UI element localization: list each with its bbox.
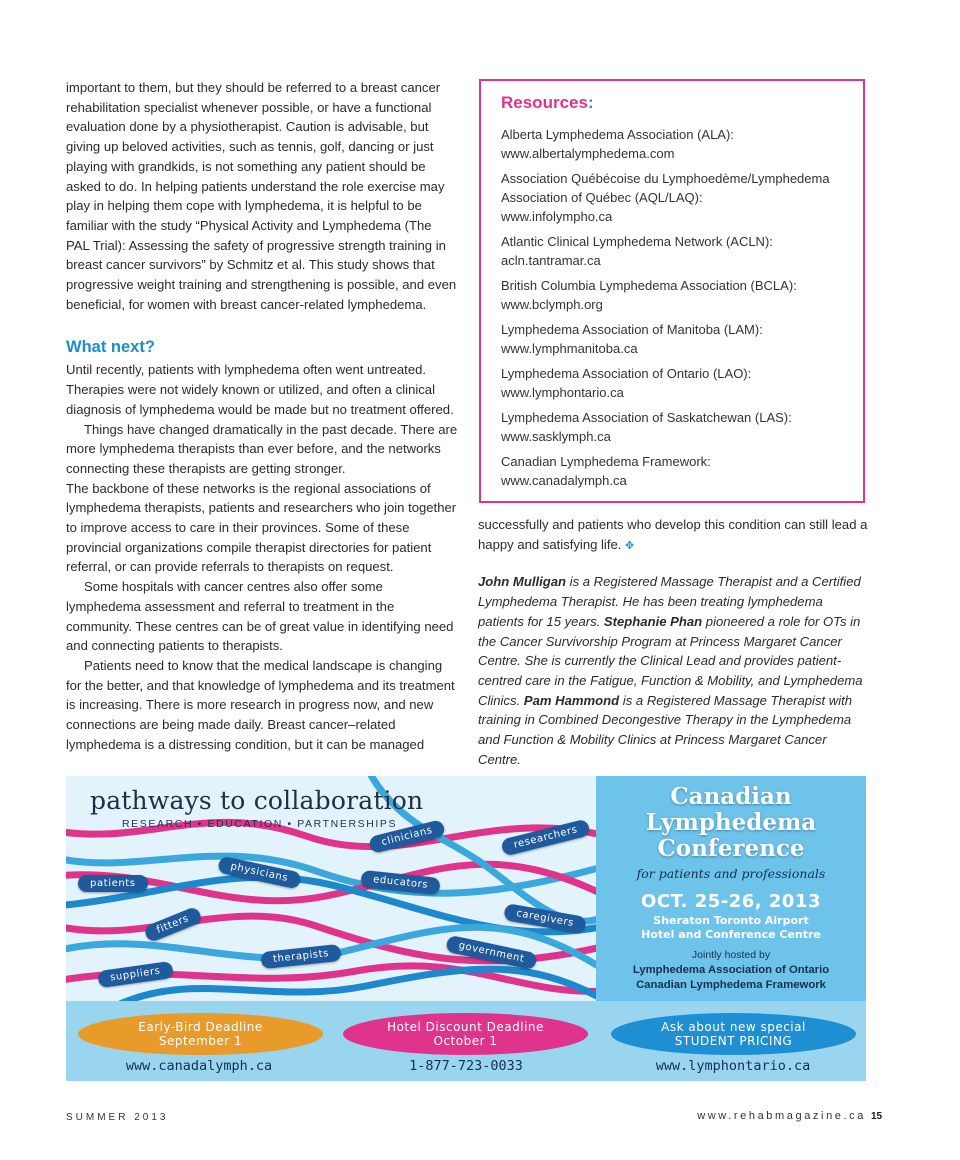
resource-link[interactable]: www.lymphmanitoba.ca: [501, 341, 638, 356]
resource-item: Lymphedema Association of Ontario (LAO): www.lymphontario.ca: [501, 364, 845, 402]
author-name: John Mulligan: [478, 574, 567, 590]
resource-link[interactable]: www.sasklymph.ca: [501, 429, 611, 444]
article-paragraph: successfully and patients who develop this condition can still lead a happy and satisfying life. ✥: [478, 517, 868, 552]
conference-advertisement: [66, 776, 866, 1081]
resource-link[interactable]: www.albertalymphedema.com: [501, 146, 675, 161]
resources-box: [479, 79, 865, 503]
article-right-column: [478, 515, 868, 769]
resource-link[interactable]: www.lymphontario.ca: [501, 385, 624, 400]
tag-caregivers: caregivers: [503, 903, 587, 934]
conference-date: OCT. 25-26, 2013: [641, 891, 821, 912]
article-paragraph: important to them, but they should be referred to a breast cancer rehabilitation specialist whenever possible, or have a functional evaluation done by a physiotherapist. Caution is advisable, but giving up beloved activities, such as tennis, golf, dancing or just playing with grandkids, is not something any patient should be asked to do. In helping patients understand the role exercise may play in helping them cope with lymphedema, it is helpful to be familiar with the study “Physical Activity and Lymphedema (The PAL Trial): Assessing the safety of progressive strength training in breast cancer survivors” by Schmitz et al. This study shows that progressive weight training and strengthening is possible, and even beneficial, for women with breast cancer-related lymphedema.: [66, 80, 457, 312]
resource-link[interactable]: www.canadalymph.ca: [501, 473, 627, 488]
article-left-column: [66, 78, 458, 755]
section-heading: What next?: [66, 338, 155, 357]
ad-deadlines-bar: [66, 1001, 866, 1081]
article-paragraph: Things have changed dramatically in the past decade. There are more lymphedema therapists than ever before, and the networks connecting these therapists are getting stronger.: [66, 421, 458, 476]
ad-phone-number: 1-877-723-0033: [409, 1058, 523, 1074]
resource-item: British Columbia Lymphedema Association (BCLA): www.bclymph.org: [501, 276, 845, 314]
tag-educators: educators: [360, 870, 441, 895]
article-paragraph: Some hospitals with cancer centres also offer some lymphedema assessment and referral to treatment in the community. These centres can be of great value in identifying need and connecting patients to therapists.: [66, 579, 454, 654]
tag-physicians: physicians: [217, 856, 301, 890]
resource-item: Alberta Lymphedema Association (ALA): www.albertalymphedema.com: [501, 125, 845, 163]
resource-link[interactable]: acln.tantramar.ca: [501, 253, 601, 268]
resource-item: Canadian Lymphedema Framework: www.canadalymph.ca: [501, 452, 845, 490]
resource-link[interactable]: www.infolympho.ca: [501, 209, 613, 224]
end-symbol-icon: ✥: [625, 539, 635, 552]
tag-fitters: fitters: [143, 906, 203, 943]
ad-website-link[interactable]: www.lymphontario.ca: [655, 1058, 811, 1074]
resource-item: Association Québécoise du Lymphoedème/Lymphedema Association of Québec (AQL/LAQ): www.infolympho.ca: [501, 169, 845, 226]
author-bios: John Mulligan is a Registered Massage Therapist and a Certified Lymphedema Therapist. He has been treating lymphedema patients for 15 years. Stephanie Phan pioneered a role for OTs in the Cancer Survivorship Program at Princess Margaret Cancer Centre. She is currently the Clinical Lead and provides patient-centred care in the Fatigue, Function & Mobility, and Lymphedema Clinics. Pam Hammond is a Registered Massage Therapist with training in Combined Decongestive Therapy in the Lymphedema and Function & Mobility Clinics at Princess Margaret Cancer Centre.: [478, 574, 863, 767]
conference-audience: for patients and professionals: [636, 866, 826, 881]
author-name: Pam Hammond: [523, 692, 620, 708]
tag-clinicians: clinicians: [368, 819, 446, 854]
conference-hosts: Lymphedema Association of Ontario Canadian Lymphedema Framework: [632, 964, 830, 991]
student-pricing-oval: Ask about new special STUDENT PRICING: [611, 1013, 856, 1055]
ad-title: pathways to collaboration: [90, 786, 424, 815]
ad-subtitle: RESEARCH • EDUCATION • PARTNERSHIPS: [122, 818, 398, 830]
article-paragraph: Patients need to know that the medical landscape is changing for the better, and that knowledge of lymphedema and its treatment is increasing. There is more research in progress now, and new connections are being made daily. Breast cancer–related lymphedema is a distressing condition, but it can be managed: [66, 657, 455, 752]
issue-label: SUMMER 2013: [66, 1112, 169, 1123]
site-url[interactable]: www.rehabmagazine.ca: [697, 1110, 866, 1122]
tag-suppliers: suppliers: [97, 961, 173, 988]
conference-venue: Sheraton Toronto Airport Hotel and Conference Centre: [641, 914, 821, 941]
tag-therapists: therapists: [260, 944, 341, 969]
tag-researchers: researchers: [500, 818, 591, 856]
conference-name: Canadian Lymphedema Conference: [645, 783, 817, 862]
resources-title: Resources:: [501, 93, 594, 112]
hotel-deadline-oval: Hotel Discount Deadline October 1: [343, 1013, 588, 1055]
resource-item: Lymphedema Association of Saskatchewan (LAS): www.sasklymph.ca: [501, 408, 845, 446]
ad-website-link[interactable]: www.canadalymph.ca: [125, 1058, 273, 1074]
tag-patients: patients: [78, 875, 148, 892]
author-name: Stephanie Phan: [603, 613, 703, 629]
tag-government: government: [445, 935, 538, 971]
early-bird-deadline-oval: Early-Bird Deadline September 1: [78, 1013, 323, 1055]
pathways-graphic: [66, 776, 596, 1001]
resource-link[interactable]: www.bclymph.org: [501, 297, 603, 312]
resource-item: Lymphedema Association of Manitoba (LAM): www.lymphmanitoba.ca: [501, 320, 845, 358]
article-paragraph: The backbone of these networks is the regional associations of lymphedema therapists, patients and researchers who join together to improve access to care in their provinces. Some of these provincial organizations compile therapist directories for patient referral, or can provide referrals to therapists on request.: [66, 480, 457, 575]
resource-item: Atlantic Clinical Lymphedema Network (ACLN): acln.tantramar.ca: [501, 232, 845, 270]
conference-hosted-label: Jointly hosted by: [691, 949, 771, 961]
conference-info-panel: [596, 776, 866, 1001]
page-number: 15: [871, 1111, 883, 1122]
article-paragraph: Until recently, patients with lymphedema often went untreated. Therapies were not widely known or utilized, and often a clinical diagnosis of lymphedema would be made but no treatment offered.: [66, 362, 454, 417]
